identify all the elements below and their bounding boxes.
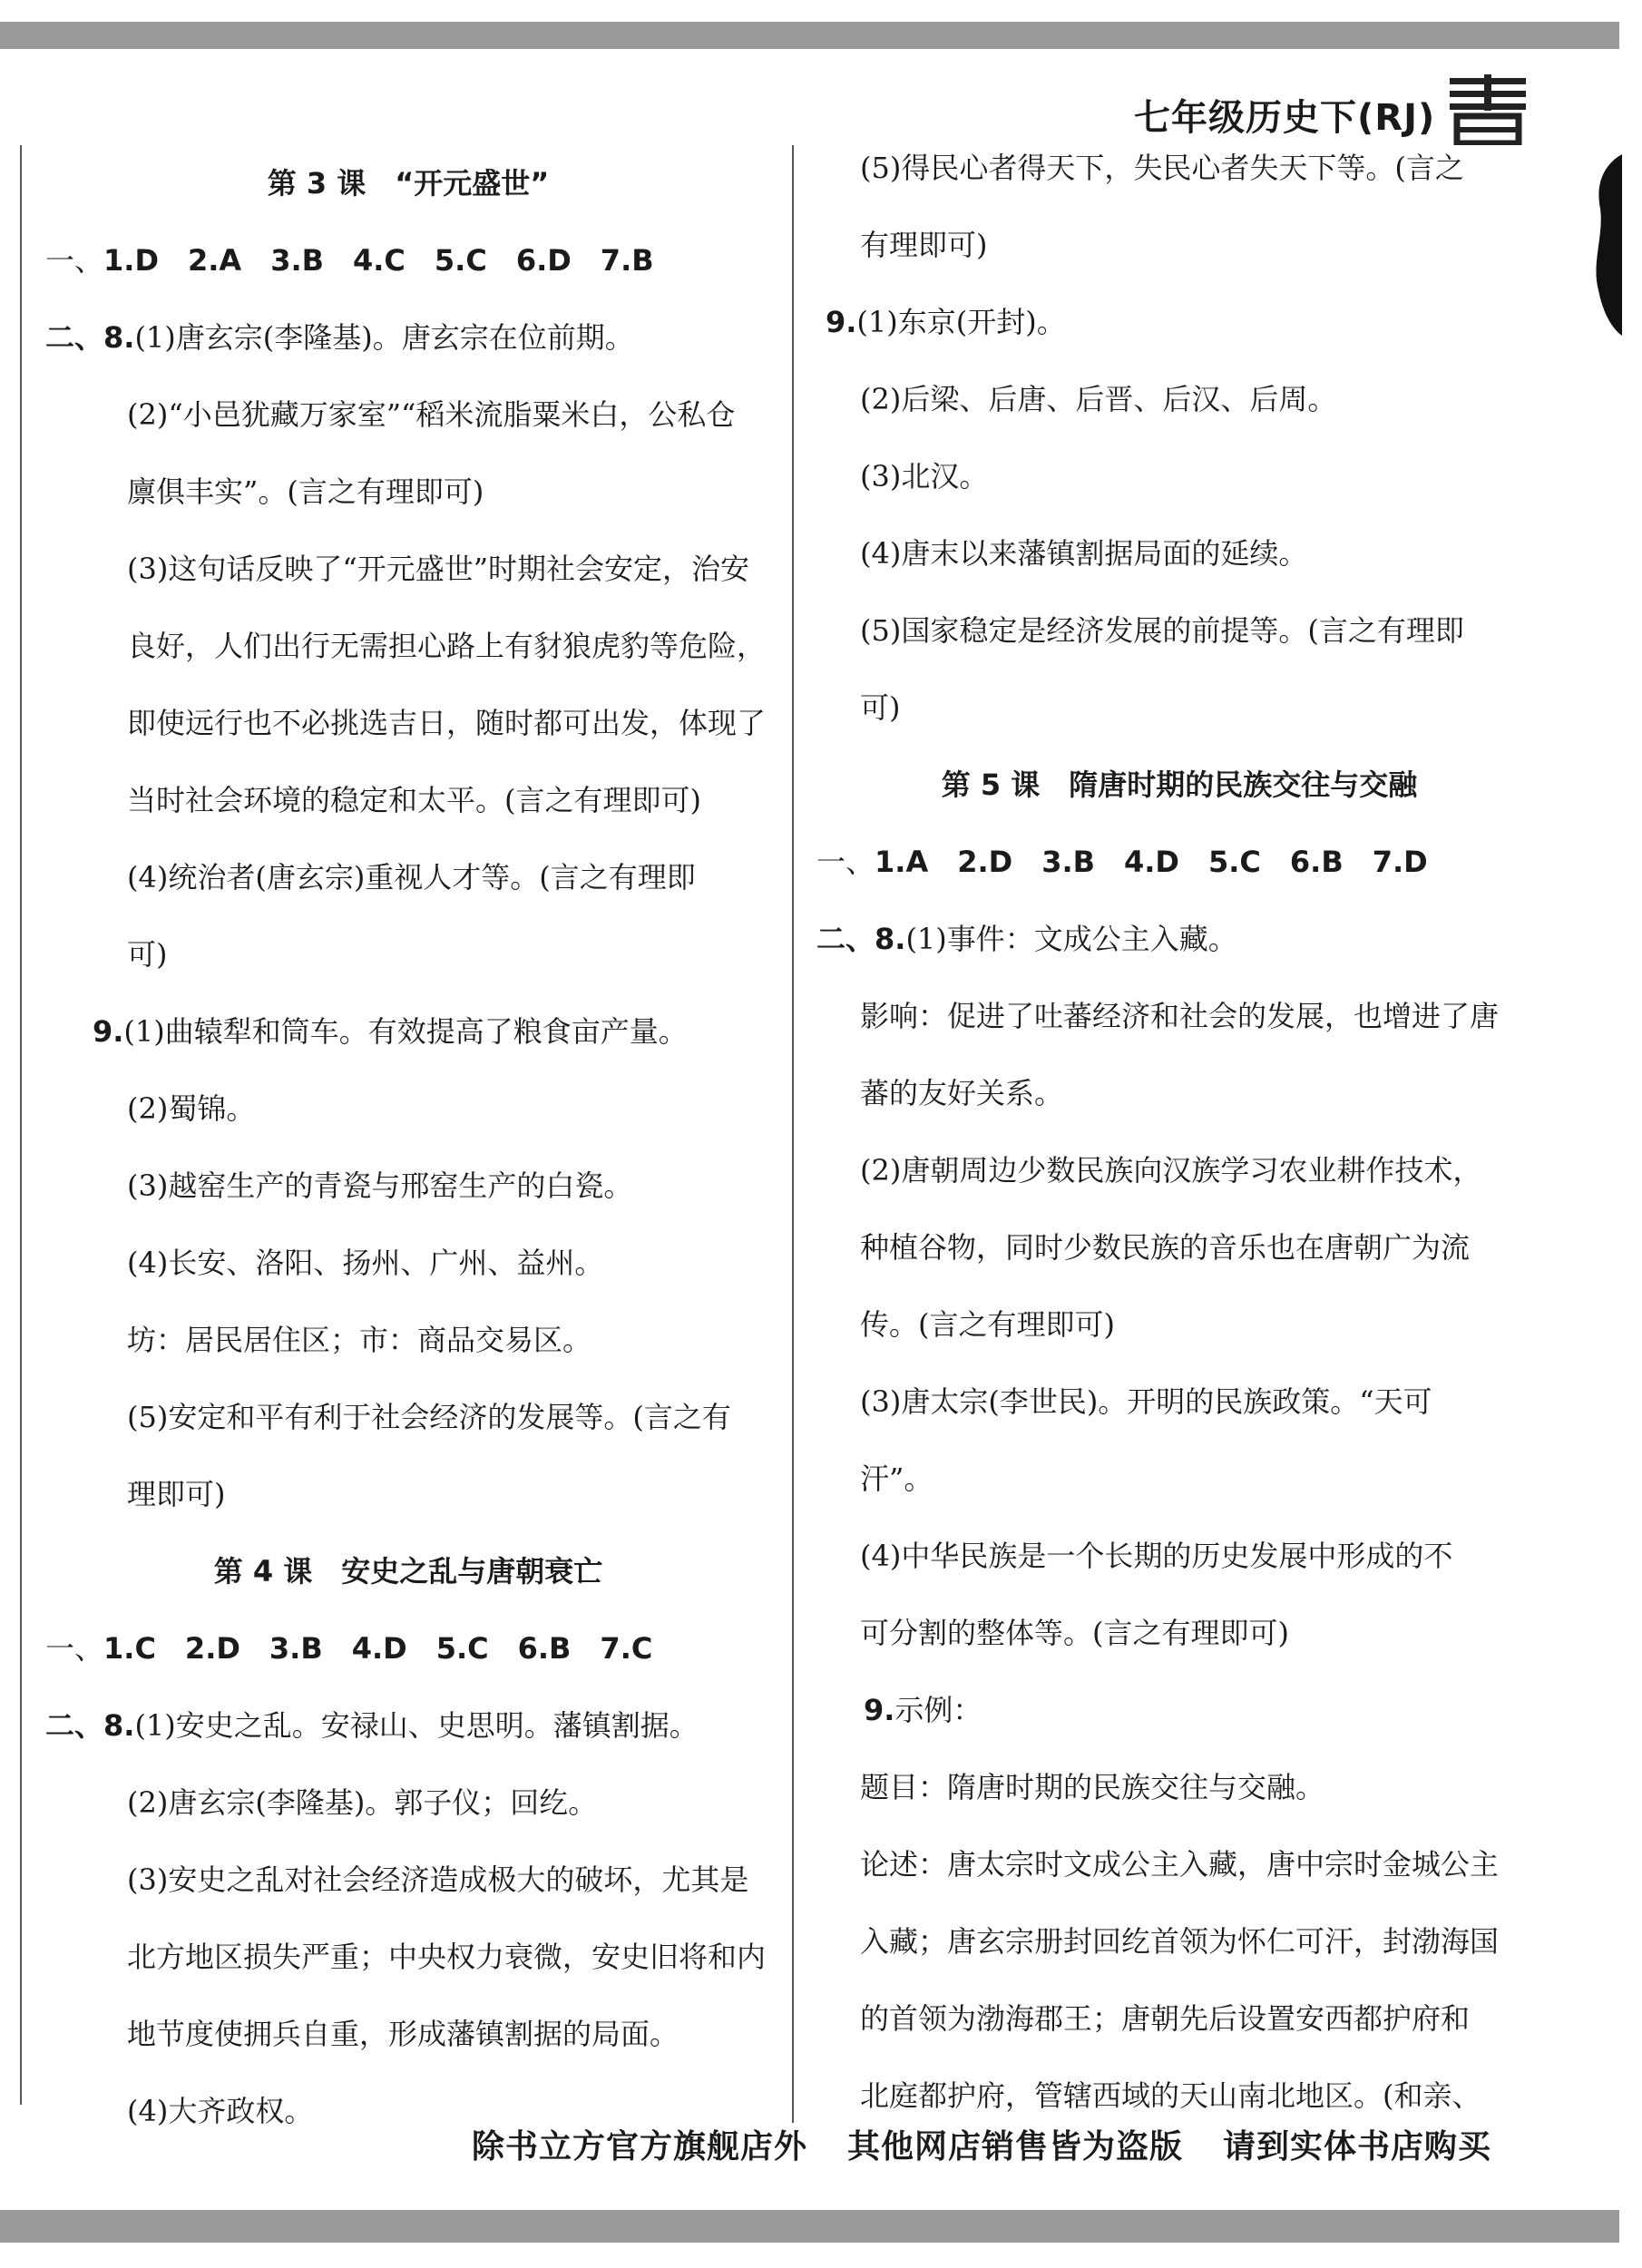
answer-line: (4)唐末以来藩镇割据局面的延续。 (860, 536, 1308, 571)
answer-line: 9.(1)东京(开封)。 (826, 305, 1066, 339)
answer-line: 的首领为渤海郡王；唐朝先后设置安西都护府和 (860, 2001, 1471, 2036)
footer-text-1: 除书立方官方旗舰店外 (472, 2128, 808, 2165)
footer-text-3: 请到实体书店购买 (1223, 2128, 1492, 2165)
page-header-title: 七年级历史下(RJ) (1134, 97, 1436, 139)
answer-line: 良好，人们出行无需担心路上有豺狼虎豹等危险， (127, 629, 767, 663)
answer-line: 可) (127, 937, 168, 972)
answer-line: 一、1.C 2.D 3.B 4.D 5.C 6.B 7.C (45, 1631, 653, 1666)
answer-line: (2)后梁、后唐、后晋、后汉、后周。 (860, 382, 1337, 416)
answer-line: 坊：居民居住区；市：商品交易区。 (127, 1323, 592, 1357)
answer-line: 有理即可) (860, 228, 988, 262)
answer-line: 汗”。 (860, 1461, 933, 1496)
right-column (816, 130, 1542, 2135)
answer-line: 可) (860, 690, 901, 725)
answer-line: (5)得民心者得天下，失民心者失天下等。(言之 (860, 151, 1464, 185)
answer-line: 一、1.A 2.D 3.B 4.D 5.C 6.B 7.D (816, 845, 1428, 879)
answer-line: 论述：唐太宗时文成公主入藏，唐中宗时金城公主 (860, 1847, 1500, 1882)
answer-line: 9.示例： (864, 1693, 982, 1727)
answer-line: 北方地区损失严重；中央权力衰微，安史旧将和内 (127, 1940, 767, 1974)
lesson-5-title: 第 5 课 隋唐时期的民族交往与交融 (941, 767, 1418, 802)
left-column (45, 145, 771, 2150)
answer-line: 题目：隋唐时期的民族交往与交融。 (860, 1770, 1325, 1804)
anti-piracy-footer (472, 2121, 1524, 2167)
answer-line: (4)大齐政权。 (127, 2094, 314, 2128)
answer-line: (4)统治者(唐玄宗)重视人才等。(言之有理即 (127, 860, 696, 894)
answer-line: 廪俱丰实”。(言之有理即可) (127, 474, 484, 509)
answer-line: 蕃的友好关系。 (860, 1076, 1064, 1110)
answer-line: 地节度使拥兵自重，形成藩镇割据的局面。 (127, 2017, 679, 2051)
answer-line: 入藏；唐玄宗册封回纥首领为怀仁可汗，封渤海国 (860, 1924, 1500, 1959)
answer-line: 二、8.(1)安史之乱。安禄山、史思明。藩镇割据。 (45, 1708, 699, 1743)
answer-line: 一、1.D 2.A 3.B 4.C 5.C 6.D 7.B (45, 243, 654, 278)
lesson-3-title: 第 3 课 “开元盛世” (267, 166, 550, 200)
answer-line: (3)安史之乱对社会经济造成极大的破坏，尤其是 (127, 1862, 749, 1897)
top-gray-band (0, 22, 1619, 49)
answer-line: 二、8.(1)唐玄宗(李隆基)。唐玄宗在位前期。 (45, 320, 634, 355)
page-edge-mark (1589, 154, 1622, 336)
answer-line: 可分割的整体等。(言之有理即可) (860, 1616, 1289, 1650)
answer-line: (3)越窑生产的青瓷与邢窑生产的白瓷。 (127, 1168, 633, 1203)
answer-line: 北庭都护府，管辖西域的天山南北地区。(和亲、 (860, 2078, 1481, 2113)
answer-line: 9.(1)曲辕犁和筒车。有效提高了粮食亩产量。 (93, 1014, 688, 1049)
answer-line: (2)蜀锦。 (127, 1091, 256, 1126)
answer-line: (4)长安、洛阳、扬州、广州、益州。 (127, 1246, 604, 1280)
answer-line: (5)国家稳定是经济发展的前提等。(言之有理即 (860, 613, 1464, 648)
lesson-4-title: 第 4 课 安史之乱与唐朝衰亡 (213, 1554, 603, 1589)
answer-line: (3)北汉。 (860, 459, 989, 494)
answer-line: 影响：促进了吐蕃经济和社会的发展，也增进了唐 (860, 999, 1500, 1033)
answer-line: 传。(言之有理即可) (860, 1307, 1115, 1342)
answer-line: 种植谷物，同时少数民族的音乐也在唐朝广为流 (860, 1230, 1471, 1265)
answer-line: (4)中华民族是一个长期的历史发展中形成的不 (860, 1539, 1453, 1573)
answer-line: (2)唐玄宗(李隆基)。郭子仪；回纥。 (127, 1785, 598, 1820)
answer-line: (2)“小邑犹藏万家室”“稻米流脂粟米白，公私仓 (127, 397, 736, 432)
left-margin-rule (20, 145, 22, 2105)
answer-line: 即使远行也不必挑选吉日，随时都可出发，体现了 (127, 706, 767, 740)
answer-line: 二、8.(1)事件：文成公主入藏。 (816, 922, 1237, 956)
footer-text-2: 其他网店销售皆为盗版 (847, 2128, 1184, 2165)
answer-line: (3)唐太宗(李世民)。开明的民族政策。“天可 (860, 1384, 1432, 1419)
answer-line: 当时社会环境的稳定和太平。(言之有理即可) (127, 783, 701, 817)
answer-line: (3)这句话反映了“开元盛世”时期社会安定，治安 (127, 552, 750, 586)
column-divider (792, 145, 794, 2123)
answer-line: (2)唐朝周边少数民族向汉族学习农业耕作技术， (860, 1153, 1482, 1188)
answer-line: 理即可) (127, 1477, 226, 1511)
answer-line: (5)安定和平有利于社会经济的发展等。(言之有 (127, 1400, 731, 1434)
bottom-gray-band (0, 2210, 1619, 2243)
